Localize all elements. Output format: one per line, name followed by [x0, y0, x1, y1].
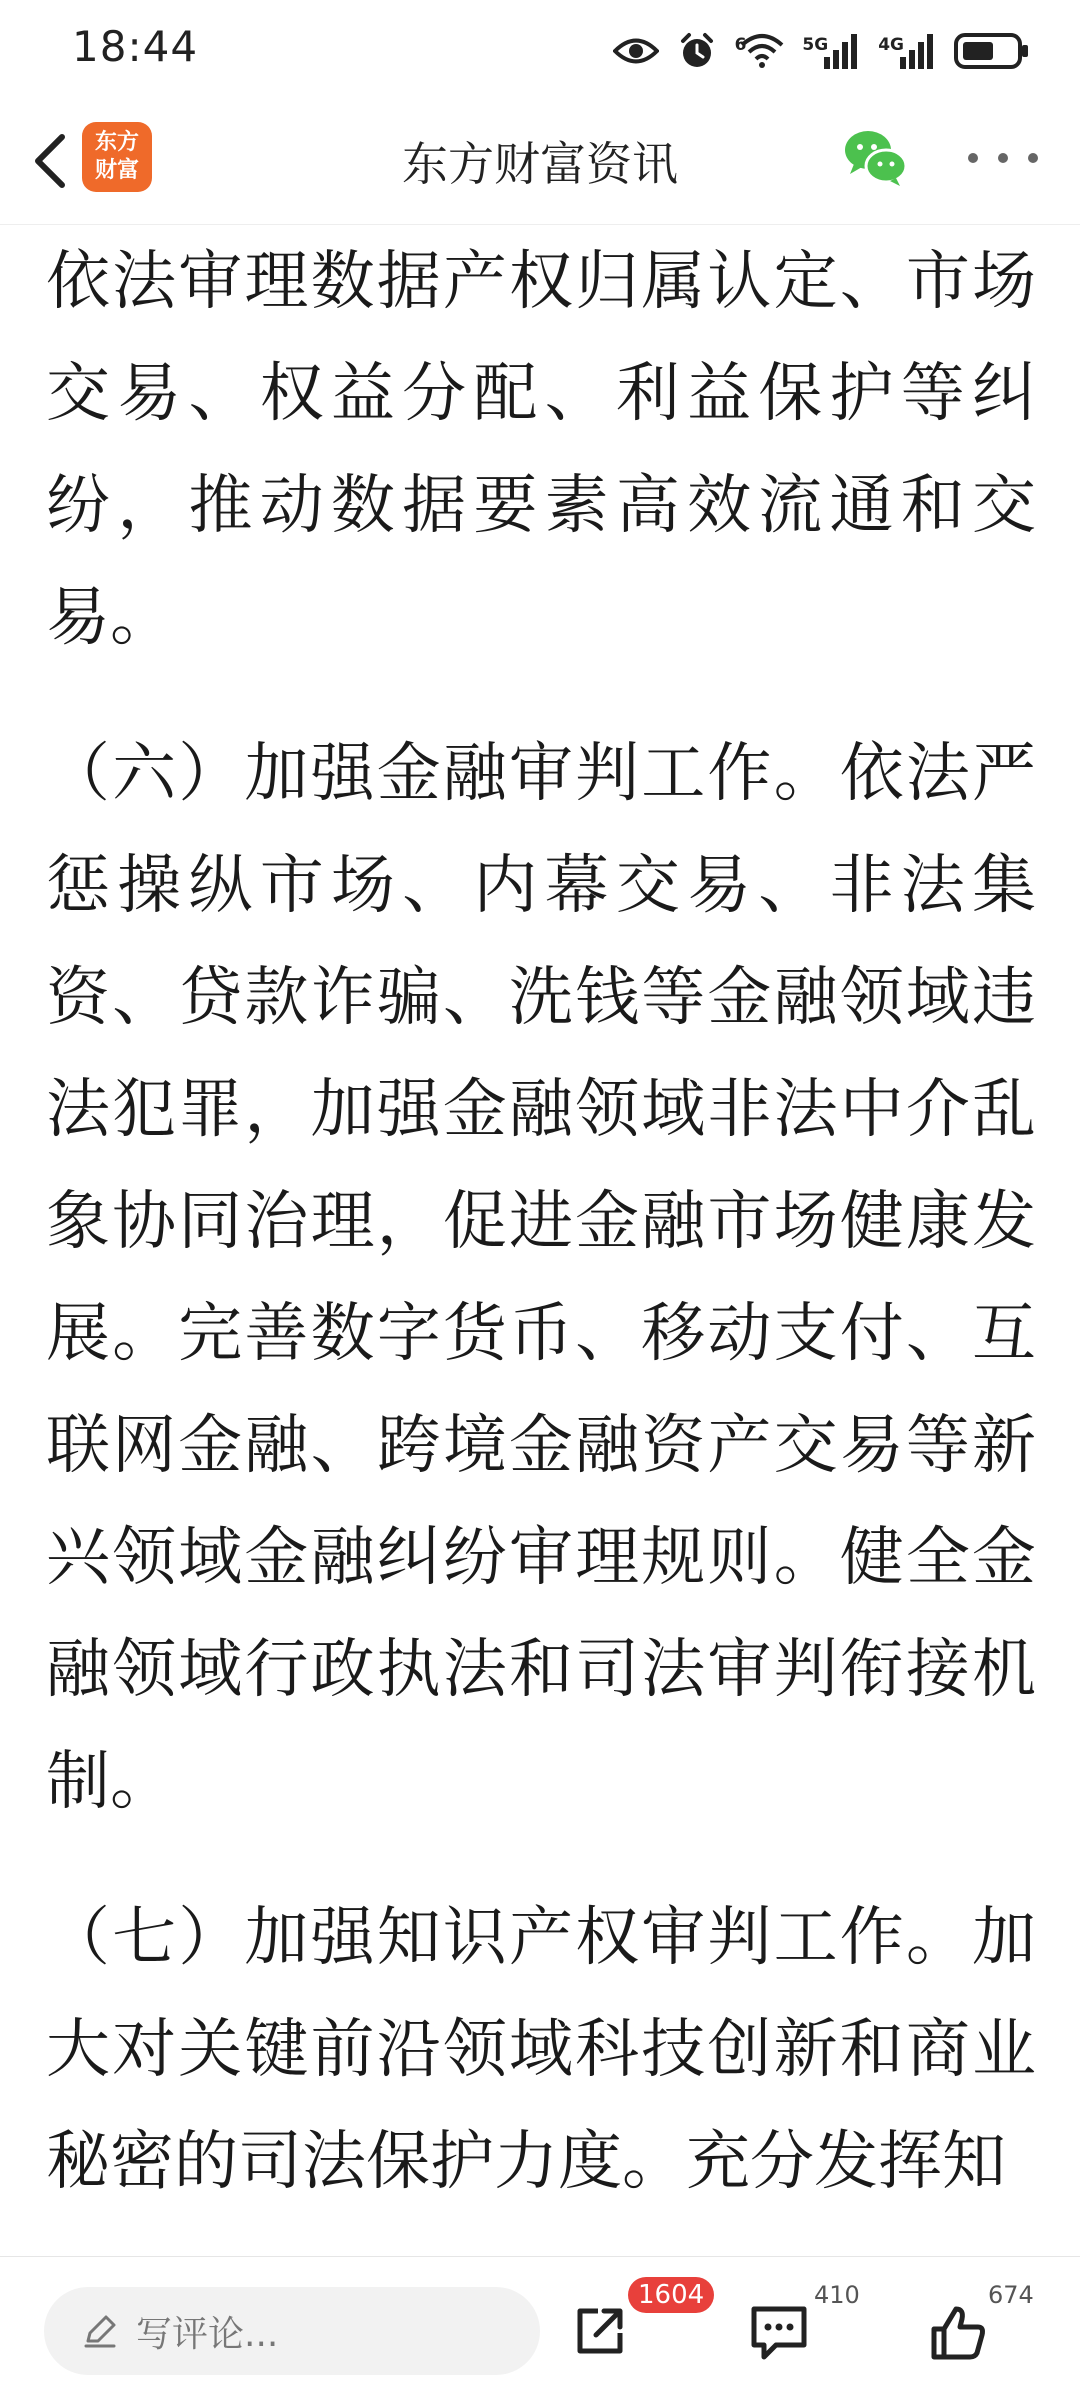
share-count-badge: 1604	[628, 2277, 714, 2313]
logo-text-line2: 财富	[94, 158, 139, 183]
comment-placeholder: 写评论...	[136, 2313, 279, 2355]
alarm-icon	[677, 31, 717, 71]
comments-count: 410	[814, 2281, 860, 2309]
comment-icon	[748, 2303, 810, 2363]
likes-count: 674	[988, 2281, 1034, 2309]
article-body	[46, 226, 1036, 2256]
page-title: 东方财富资讯	[402, 137, 678, 191]
eye-icon	[613, 36, 659, 66]
comment-input[interactable]	[44, 2287, 540, 2375]
wifi-icon	[740, 33, 784, 69]
network-label-5g: 5G	[802, 35, 829, 55]
bottom-action-bar	[0, 2256, 1080, 2401]
wechat-share-button[interactable]	[842, 126, 908, 190]
article-paragraph: （六）加强金融审判工作。依法严惩操纵市场、内幕交易、非法集资、贷款诈骗、洗钱等金融领域违法犯罪，加强金融领域非法中介乱象协同治理，促进金融市场健康发展。完善数字货币、移动支付、互联网金融、跨境金融资产交易等新兴领域金融纠纷审理规则。健全金融领域行政执法和司法审判衔接机制。	[46, 737, 1036, 1819]
thumbs-up-icon	[928, 2303, 988, 2363]
wifi-label: 6	[734, 35, 747, 55]
network-label-4g: 4G	[878, 35, 904, 55]
pen-icon	[82, 2313, 118, 2349]
status-bar	[0, 0, 1080, 98]
like-button[interactable]	[928, 2277, 1048, 2377]
comments-button[interactable]	[748, 2277, 858, 2377]
status-icons	[613, 26, 1030, 76]
battery-icon	[954, 32, 1030, 70]
article-paragraph: （七）加强知识产权审判工作。加大对关键前沿领域科技创新和商业秘密的司法保护力度。充分发挥知	[46, 1901, 1036, 2199]
share-button[interactable]	[566, 2277, 705, 2377]
logo-text-line1: 东方	[94, 130, 139, 155]
article-paragraph: 依法审理数据产权归属认定、市场交易、权益分配、利益保护等纠纷，推动数据要素高效流通和交易。	[46, 245, 1036, 655]
more-dots-icon	[968, 153, 978, 163]
wechat-icon	[842, 126, 908, 190]
status-time: 18:44	[72, 22, 199, 71]
app-header	[0, 98, 1080, 225]
more-options-button[interactable]	[968, 138, 1038, 178]
share-icon	[572, 2303, 628, 2359]
